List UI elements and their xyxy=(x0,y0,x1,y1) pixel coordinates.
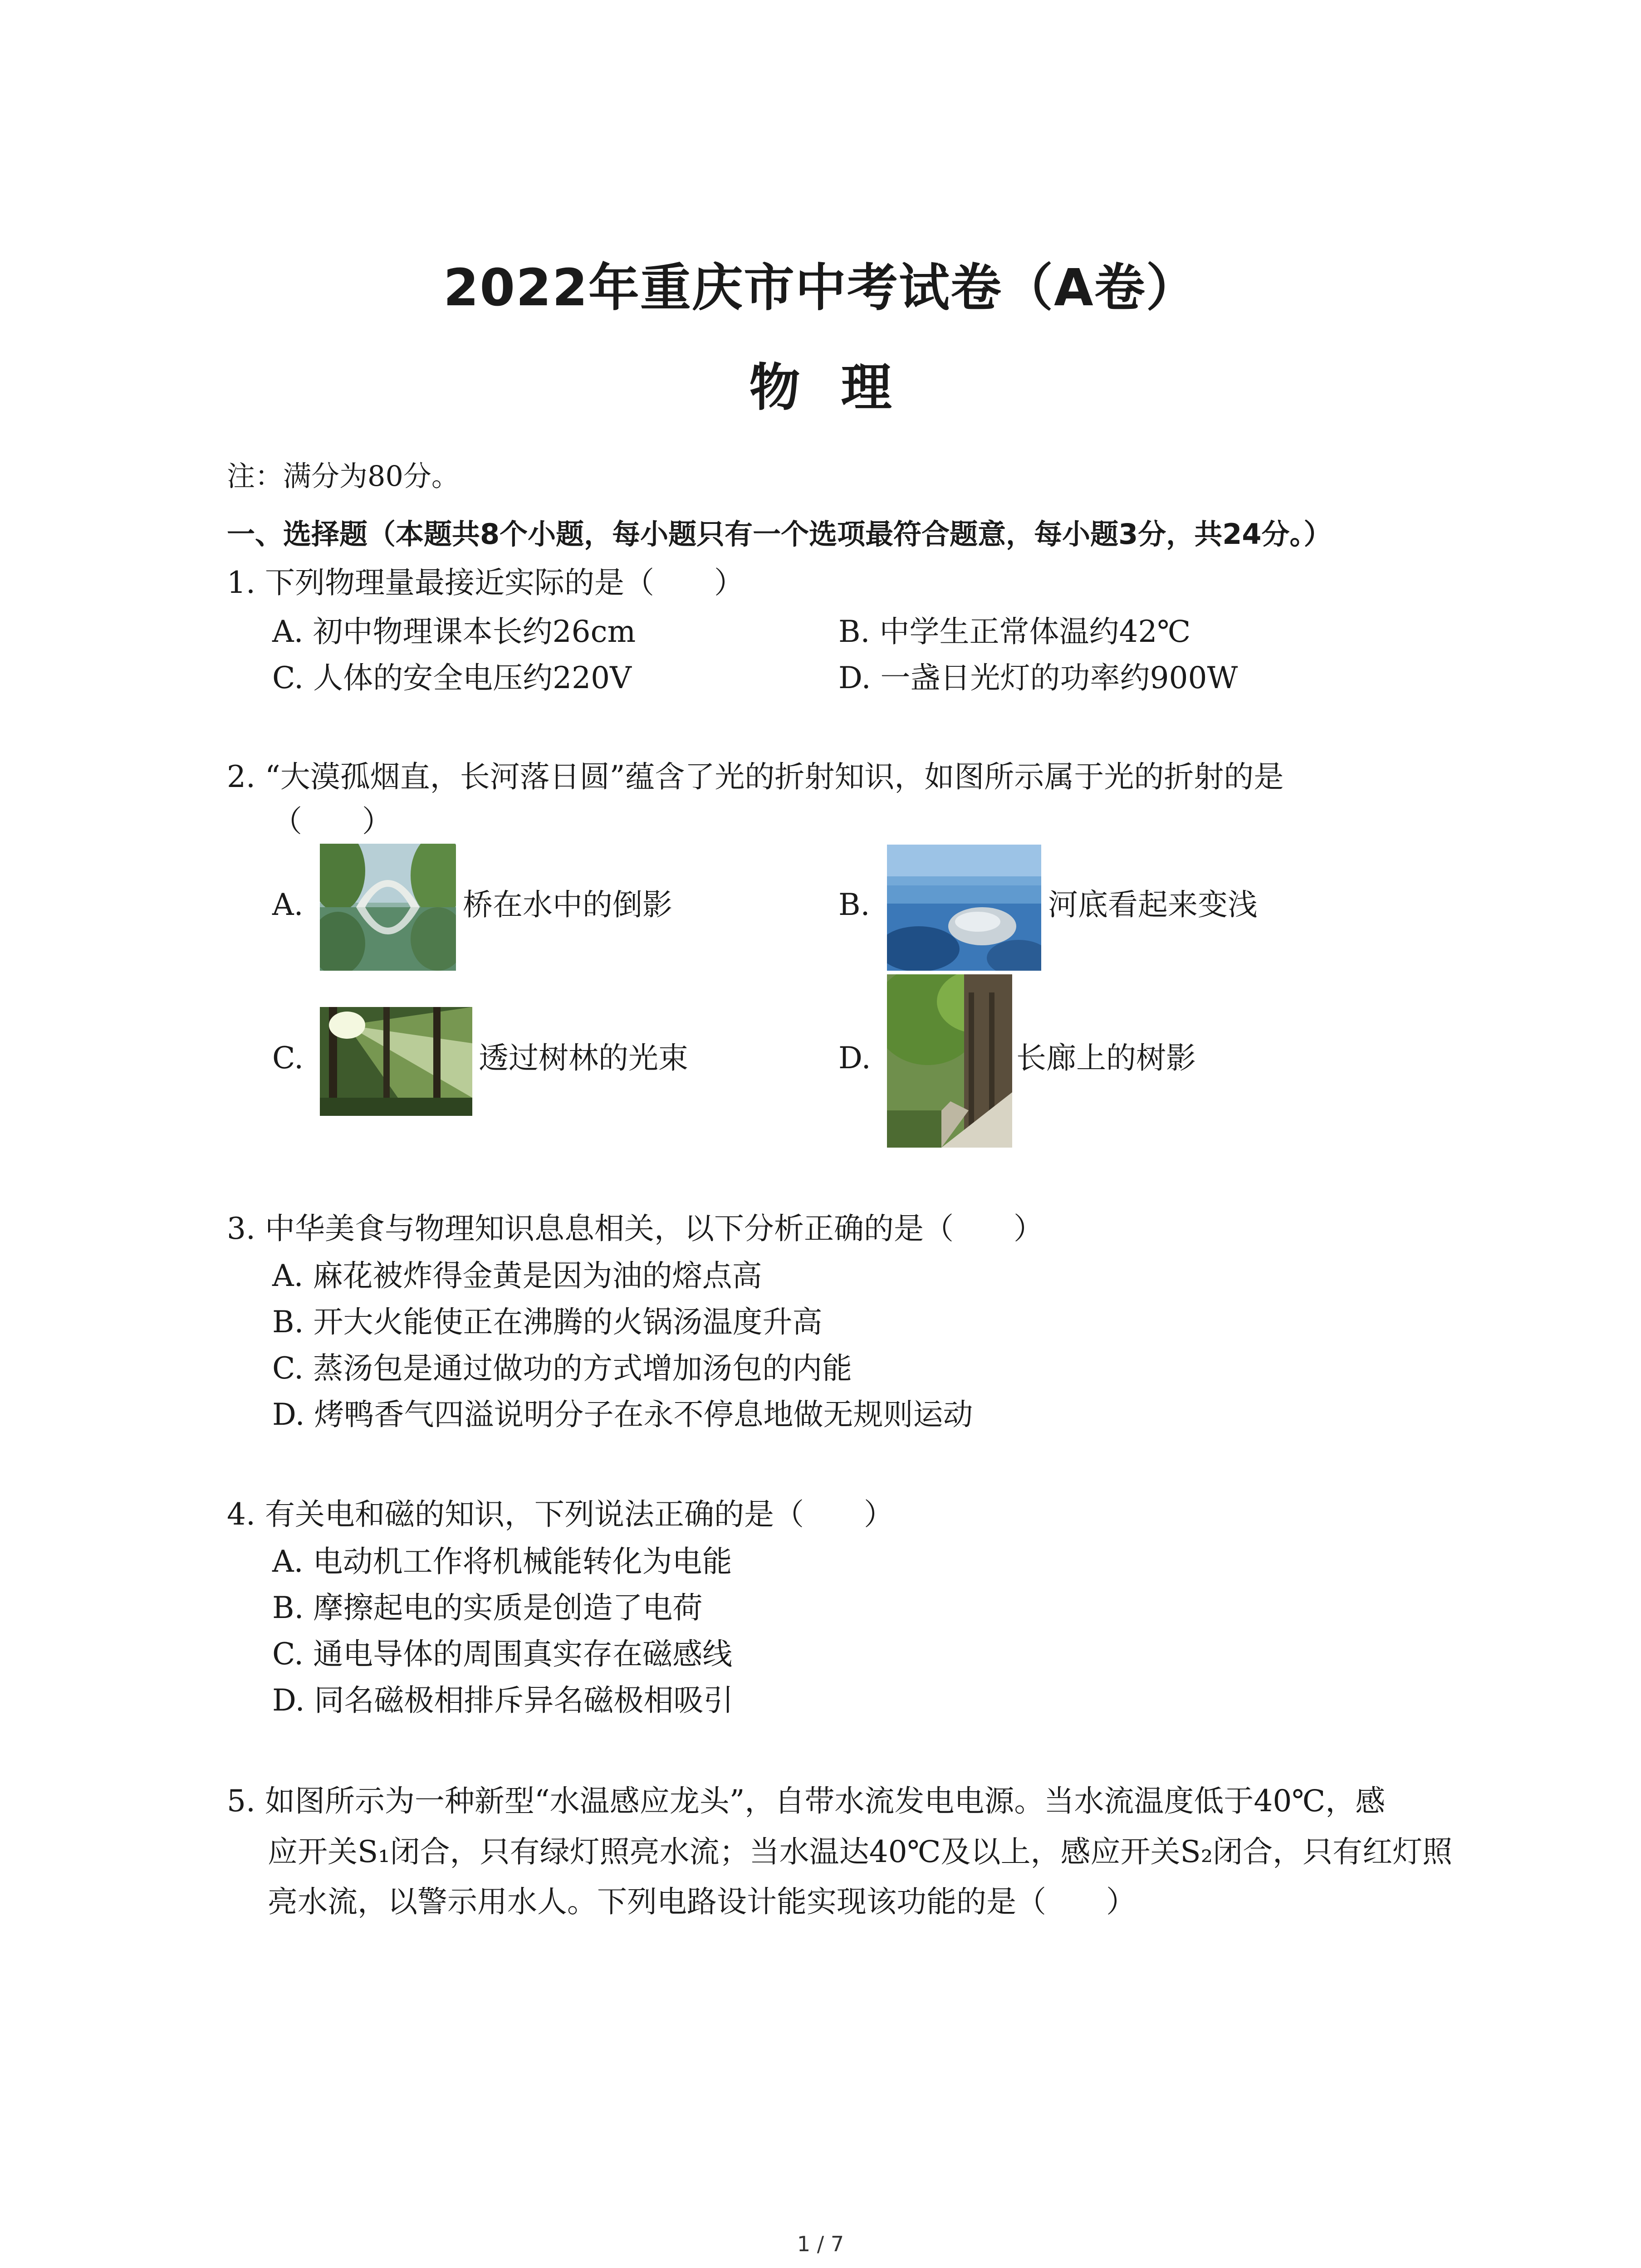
section-heading: 一、选择题（本题共8个小题，每小题只有一个选项最符合题意，每小题3分，共24分。） xyxy=(227,518,1332,551)
q2-stem-line1: 2. “大漠孤烟直，长河落日圆”蕴含了光的折射知识，如图所示属于光的折射的是 xyxy=(227,759,1284,794)
q2-stem-line2: （ ） xyxy=(272,804,392,839)
q2-option-c-letter: C. xyxy=(272,1041,304,1075)
subject-title: 物理 xyxy=(749,358,933,417)
q4-option-b: B. 摩擦起电的实质是创造了电荷 xyxy=(272,1590,703,1625)
q4-option-a: A. 电动机工作将机械能转化为电能 xyxy=(272,1544,732,1579)
page-number: 1 / 7 xyxy=(797,2232,844,2256)
q3-option-a: A. 麻花被炸得金黄是因为油的熔点高 xyxy=(272,1258,762,1293)
q1-stem: 1. 下列物理量最接近实际的是（ ） xyxy=(227,565,744,600)
corridor-shadow-photo xyxy=(887,974,1012,1148)
q2-option-b-letter: B. xyxy=(838,887,870,922)
q2-option-c-text: 透过树林的光束 xyxy=(479,1041,688,1075)
score-note: 注：满分为80分。 xyxy=(227,459,460,493)
q4-stem: 4. 有关电和磁的知识，下列说法正确的是（ ） xyxy=(227,1497,894,1532)
q2-option-b-text: 河底看起来变浅 xyxy=(1048,887,1258,922)
q5-line2: 应开关S₁闭合，只有绿灯照亮水流；当水温达40℃及以上，感应开关S₂闭合，只有红灯照 xyxy=(268,1834,1453,1869)
q1-option-d: D. 一盏日光灯的功率约900W xyxy=(838,660,1238,695)
bridge-reflection-photo xyxy=(320,844,456,971)
q4-option-d: D. 同名磁极相排斥异名磁极相吸引 xyxy=(272,1683,734,1718)
q3-stem: 3. 中华美食与物理知识息息相关，以下分析正确的是（ ） xyxy=(227,1211,1043,1246)
q2-option-a-letter: A. xyxy=(272,887,304,922)
q3-option-d: D. 烤鸭香气四溢说明分子在永不停息地做无规则运动 xyxy=(272,1397,973,1432)
q2-option-d-letter: D. xyxy=(838,1041,871,1075)
riverbed-photo xyxy=(887,845,1041,971)
q2-option-a-text: 桥在水中的倒影 xyxy=(463,887,672,922)
q3-option-c: C. 蒸汤包是通过做功的方式增加汤包的内能 xyxy=(272,1351,852,1386)
q1-option-a: A. 初中物理课本长约26cm xyxy=(272,614,636,649)
q1-option-c: C. 人体的安全电压约220V xyxy=(272,660,632,695)
q5-line3: 亮水流，以警示用水人。下列电路设计能实现该功能的是（ ） xyxy=(268,1884,1136,1919)
exam-title: 2022年重庆市中考试卷（A卷） xyxy=(443,259,1198,318)
q3-option-b: B. 开大火能使正在沸腾的火锅汤温度升高 xyxy=(272,1305,823,1339)
q2-option-d-text: 长廊上的树影 xyxy=(1016,1041,1196,1075)
forest-light-photo xyxy=(320,1007,472,1116)
q1-option-b: B. 中学生正常体温约42℃ xyxy=(838,614,1191,649)
q5-line1: 5. 如图所示为一种新型“水温感应龙头”，自带水流发电电源。当水流温度低于40℃，感 xyxy=(227,1784,1386,1818)
q4-option-c: C. 通电导体的周围真实存在磁感线 xyxy=(272,1637,733,1672)
